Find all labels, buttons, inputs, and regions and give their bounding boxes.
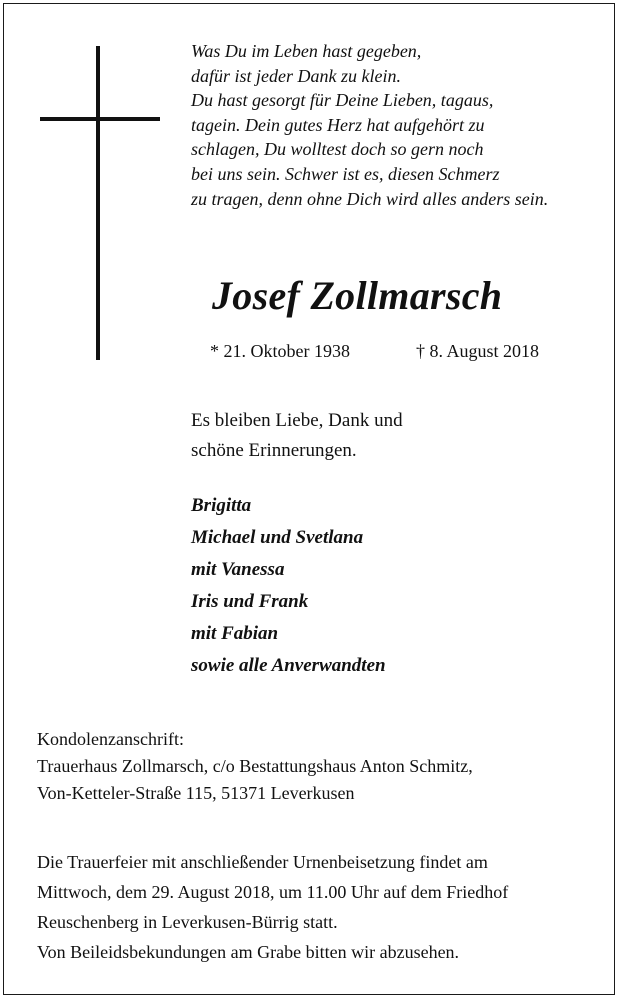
mourner-name: Iris und Frank [191, 591, 309, 612]
service-line: Mittwoch, dem 29. August 2018, um 11.00 Uhr auf dem Friedhof [37, 882, 509, 902]
mourner-name: Brigitta [191, 495, 252, 516]
memorial-poem [191, 39, 611, 211]
poem-line: zu tragen, denn ohne Dich wird alles anders sein. [191, 188, 549, 209]
mourner-name: mit Vanessa [191, 559, 285, 580]
address-line: Kondolenzanschrift: [37, 729, 184, 749]
service-line: Von Beileidsbekundungen am Grabe bitten wir abzusehen. [37, 942, 460, 962]
poem-line: tagein. Dein gutes Herz hat aufgehört zu [191, 114, 485, 135]
condolence-address [37, 726, 473, 807]
service-line: Reuschenberg in Leverkusen-Bürrig statt. [37, 912, 338, 932]
poem-line: Was Du im Leben hast gegeben, [191, 41, 422, 61]
poem-line: Du hast gesorgt für Deine Lieben, tagaus, [191, 90, 494, 111]
remembrance-text [191, 406, 403, 466]
mourner-name: Michael und Svetlana [191, 527, 364, 548]
funeral-service-info [37, 847, 508, 967]
poem-line: bei uns sein. Schwer ist es, diesen Schmerz [191, 163, 500, 184]
poem-line: schlagen, Du wolltest doch so gern noch [191, 139, 484, 160]
service-line: Die Trauerfeier mit anschließender Urnenbeisetzung findet am [37, 852, 488, 872]
cross-vertical-bar [96, 46, 100, 360]
mourner-name: mit Fabian [191, 623, 279, 644]
mourners-list [191, 490, 386, 682]
obituary-notice [3, 3, 615, 995]
cross-horizontal-bar [40, 117, 160, 121]
address-line: Von-Ketteler-Straße 115, 51371 Leverkusen [37, 783, 355, 803]
remembrance-line: Es bleiben Liebe, Dank und [191, 410, 403, 431]
birth-date: * 21. Oktober 1938 [210, 341, 350, 361]
death-date: † 8. August 2018 [416, 341, 540, 361]
deceased-name: Josef Zollmarsch [212, 273, 503, 318]
poem-line: dafür ist jeder Dank zu klein. [191, 65, 401, 86]
mourner-name: sowie alle Anverwandten [191, 655, 386, 676]
address-line: Trauerhaus Zollmarsch, c/o Bestattungshaus Anton Schmitz, [37, 756, 473, 776]
remembrance-line: schöne Erinnerungen. [191, 440, 357, 461]
